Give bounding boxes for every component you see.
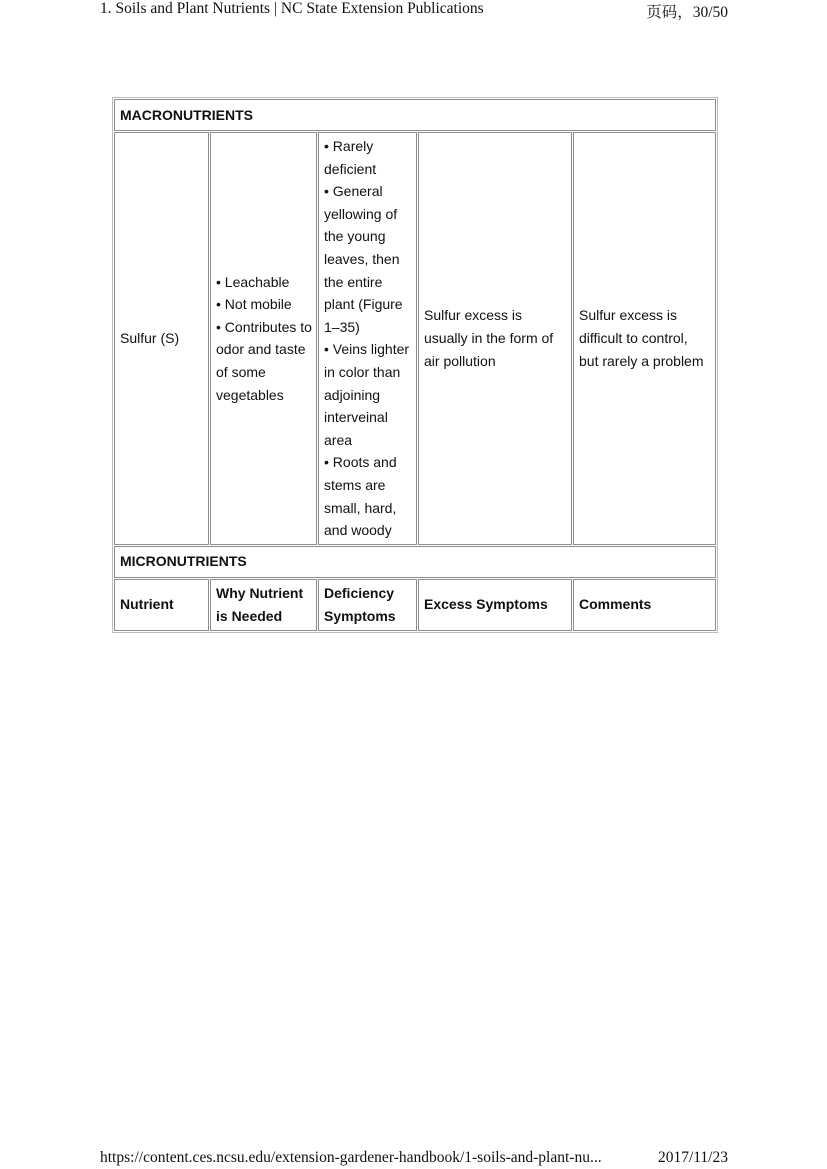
cell-deficiency-sulfur: [318, 132, 417, 545]
section-row-micronutrients: [114, 546, 716, 578]
column-header-comments: Comments: [573, 579, 716, 631]
cell-excess-sulfur: Sulfur excess is usually in the form of air pollution: [418, 132, 572, 545]
print-footer: [0, 1149, 827, 1169]
nutrient-table: [112, 97, 718, 633]
list-item: • Roots and stems are small, hard, and woody: [324, 454, 397, 539]
column-header-deficiency: Deficiency Symptoms: [318, 579, 417, 631]
table-row-sulfur: [114, 132, 716, 545]
column-header-excess: Excess Symptoms: [418, 579, 572, 631]
section-label-macronutrients: MACRONUTRIENTS: [114, 99, 716, 131]
section-label-micronutrients: MICRONUTRIENTS: [114, 546, 716, 578]
section-row-macronutrients: [114, 99, 716, 131]
print-date: 2017/11/23: [657, 1149, 728, 1166]
list-item: • Rarely deficient: [324, 138, 377, 177]
cell-comments-sulfur: Sulfur excess is difficult to control, but rarely a problem: [573, 132, 716, 545]
document-title: 1. Soils and Plant Nutrients | NC State Extension Publications: [100, 0, 484, 17]
list-item: • General yellowing of the young leaves, then the entire plant (Figure 1–35): [324, 183, 403, 335]
column-header-why-needed: Why Nutrient is Needed: [210, 579, 317, 631]
list-item: • Veins lighter in color than adjoining interveinal area: [324, 341, 410, 448]
list-item: • Leachable: [216, 273, 290, 290]
column-header-row: [114, 579, 716, 631]
print-header: [0, 0, 827, 22]
page-indicator: 页码，30/50: [646, 4, 728, 21]
page-break-mask: [0, 656, 827, 1136]
source-url: https://content.ces.ncsu.edu/extension-gardener-handbook/1-soils-and-plant-nu...: [100, 1149, 602, 1166]
cell-why-needed-sulfur: [210, 132, 317, 545]
list-item: • Not mobile: [216, 296, 292, 313]
list-item: • Contributes to odor and taste of some vegetables: [216, 318, 312, 403]
column-header-nutrient: Nutrient: [114, 579, 209, 631]
cell-nutrient-sulfur: Sulfur (S): [114, 132, 209, 545]
